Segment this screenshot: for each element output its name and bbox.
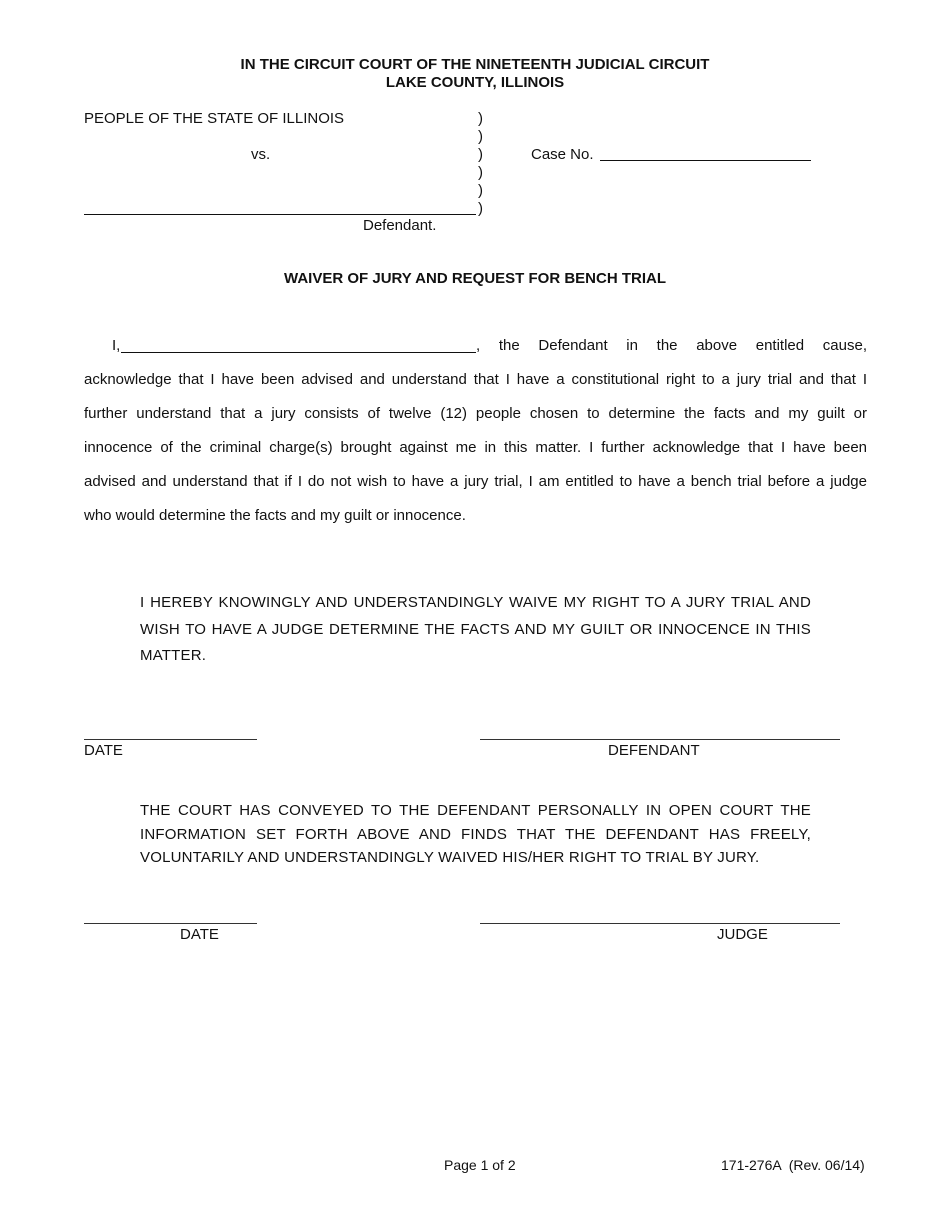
- defendant-signature-label: DEFENDANT: [608, 742, 700, 759]
- date-label: DATE: [180, 926, 219, 943]
- body-line: further understand that a jury consists of twelve (12) people chosen to determine the facts and my guilt or: [84, 405, 867, 422]
- court-name-heading: IN THE CIRCUIT COURT OF THE NINETEENTH JUDICIAL CIRCUIT: [240, 56, 710, 73]
- document-title: WAIVER OF JURY AND REQUEST FOR BENCH TRIAL: [284, 270, 666, 287]
- judge-signature-label: JUDGE: [717, 926, 768, 943]
- body-paragraph: [84, 363, 867, 533]
- caption-bracket: ): [478, 128, 483, 145]
- caption-bracket: ): [478, 146, 483, 163]
- body-line: acknowledge that I have been advised and understand that I have a constitutional right to a jury trial and that I: [84, 371, 867, 388]
- county-heading: LAKE COUNTY, ILLINOIS: [385, 74, 565, 91]
- plaintiff-name: PEOPLE OF THE STATE OF ILLINOIS: [84, 110, 345, 127]
- defendant-label: Defendant.: [363, 217, 437, 234]
- body-line: , the Defendant in the above entitled cause,: [476, 337, 867, 354]
- judge-signature-line[interactable]: [480, 923, 840, 924]
- caption-bracket: ): [478, 200, 483, 217]
- form-number: 171-276A (Rev. 06/14): [721, 1157, 865, 1173]
- caption-bracket: ): [478, 182, 483, 199]
- court-finding-statement: THE COURT HAS CONVEYED TO THE DEFENDANT PERSONALLY IN OPEN COURT THE INFORMATION SET FORTH ABOVE AND FINDS THAT THE DEFENDANT HAS FREELY, VOLUNTARILY AND UNDERSTANDINGLY WAIVED HIS/HER RIGHT TO TRIAL BY JURY.: [140, 802, 811, 866]
- caption-bracket: ): [478, 164, 483, 181]
- case-number-label: Case No.: [531, 146, 594, 163]
- page-number: Page 1 of 2: [444, 1157, 516, 1173]
- defendant-date-line[interactable]: [84, 739, 257, 740]
- case-number-field[interactable]: [600, 160, 811, 161]
- judge-date-line[interactable]: [84, 923, 257, 924]
- versus-label: vs.: [251, 146, 271, 163]
- defendant-signature-line[interactable]: [480, 739, 840, 740]
- body-line: innocence of the criminal charge(s) brought against me in this matter. I further acknowledge that I have been: [84, 439, 867, 456]
- body-line: advised and understand that if I do not wish to have a jury trial, I am entitled to have a bench trial before a judge: [84, 473, 867, 490]
- caption-bracket: ): [478, 110, 483, 127]
- body-line: who would determine the facts and my guilt or innocence.: [84, 507, 466, 524]
- defendant-name-field[interactable]: [84, 214, 476, 215]
- defendant-name-blank[interactable]: [121, 352, 476, 353]
- body-prefix: I,: [112, 337, 121, 354]
- waiver-statement: I HEREBY KNOWINGLY AND UNDERSTANDINGLY WAIVE MY RIGHT TO A JURY TRIAL AND WISH TO HAVE A JUDGE DETERMINE THE FACTS AND MY GUILT OR INNOCENCE IN THIS MATTER.: [140, 594, 811, 664]
- date-label: DATE: [84, 742, 123, 759]
